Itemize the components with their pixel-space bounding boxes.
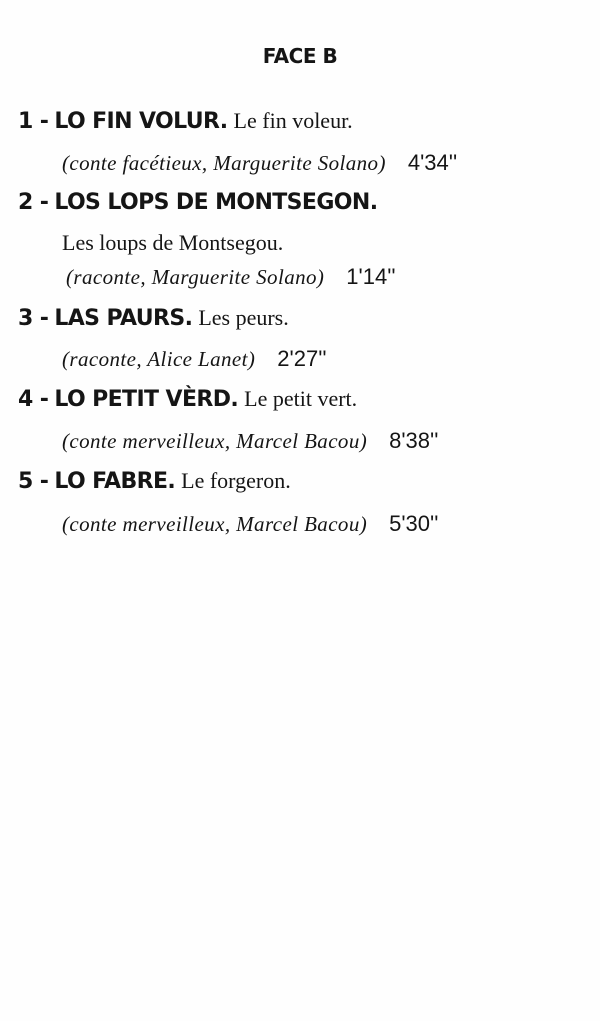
track-translation: Le fin voleur. bbox=[233, 108, 353, 133]
track-title: LAS PAURS. bbox=[54, 306, 193, 331]
track-5-header bbox=[18, 468, 291, 494]
track-number: 3 - bbox=[18, 306, 49, 331]
track-duration: 1'14'' bbox=[346, 264, 396, 289]
track-title: LO PETIT VÈRD. bbox=[54, 387, 239, 412]
track-translation: Les peurs. bbox=[198, 305, 289, 330]
track-title: LO FIN VOLUR. bbox=[54, 109, 228, 134]
track-detail: (conte merveilleux, Marcel Bacou) bbox=[62, 512, 368, 536]
track-4-header bbox=[18, 386, 357, 412]
track-1-detail-line bbox=[62, 150, 457, 176]
track-number: 5 - bbox=[18, 469, 49, 494]
track-5-detail-line bbox=[62, 511, 438, 537]
track-translation: Le petit vert. bbox=[244, 386, 358, 411]
track-translation: Le forgeron. bbox=[181, 468, 291, 493]
track-2-detail-line bbox=[66, 264, 396, 290]
track-2-translation-line bbox=[62, 230, 283, 256]
track-duration: 5'30'' bbox=[389, 511, 439, 536]
track-2-header bbox=[18, 190, 377, 215]
track-duration: 2'27'' bbox=[277, 346, 327, 371]
track-3-detail-line bbox=[62, 346, 327, 372]
side-title: FACE B bbox=[262, 44, 338, 68]
track-title: LO FABRE. bbox=[54, 469, 176, 494]
track-number: 4 - bbox=[18, 387, 49, 412]
track-duration: 8'38'' bbox=[389, 428, 439, 453]
track-title: LOS LOPS DE MONTSEGON. bbox=[54, 190, 378, 215]
track-duration: 4'34'' bbox=[407, 150, 458, 175]
track-detail: (raconte, Alice Lanet) bbox=[62, 347, 256, 371]
track-translation: Les loups de Montsegou. bbox=[62, 230, 284, 255]
track-4-detail-line bbox=[62, 428, 438, 454]
track-detail: (conte merveilleux, Marcel Bacou) bbox=[62, 429, 368, 453]
track-number: 1 - bbox=[18, 109, 49, 134]
track-3-header bbox=[18, 305, 289, 331]
track-1-header bbox=[18, 108, 353, 134]
track-number: 2 - bbox=[18, 190, 49, 215]
track-detail: (conte facétieux, Marguerite Solano) bbox=[62, 151, 386, 175]
track-detail: (raconte, Marguerite Solano) bbox=[66, 265, 325, 289]
